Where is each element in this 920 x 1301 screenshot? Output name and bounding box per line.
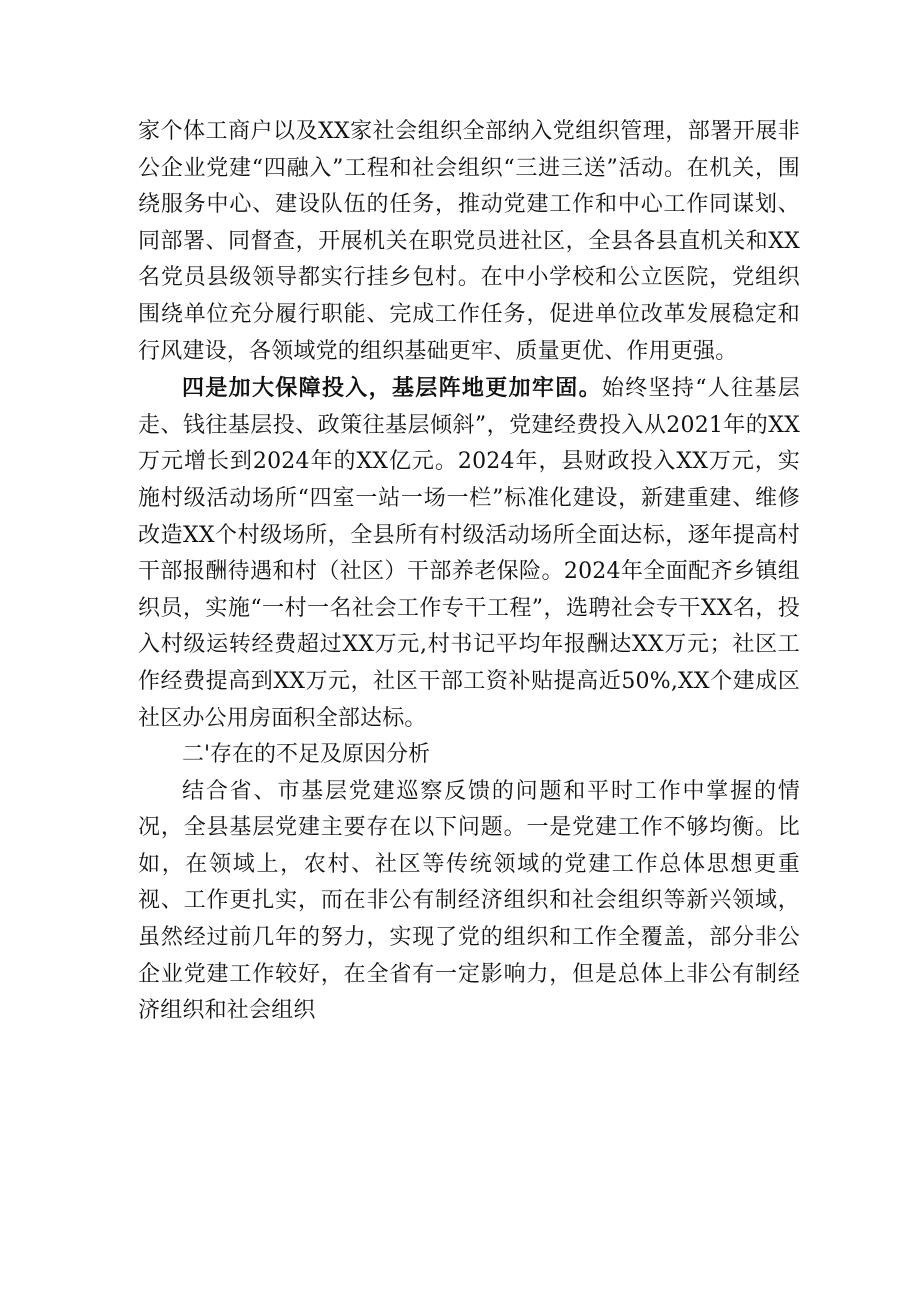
section-heading-shortcomings: 二'存在的不足及原因分析 [182, 742, 431, 768]
paragraph-lead-sentence: 四是加大保障投入，基层阵地更加牢固。 [182, 375, 602, 402]
paragraph-party-organization-coverage: 家个体工商户以及XX家社会组织全部纳入党组织管理，部署开展非公企业党建“四融入”工程和社会组织“三进三送”活动。在机关，围绕服务中心、建设队伍的任务，推动党建工作和中心工作同谋划、同部署、同督查，开展机关在职党员进社区，全县各县直机关和XX名党员县级领导都实行挂乡包村。在中小学校和公立医院，党组织围绕单位充分履行职能、完成工作任务，促进单位改革发展稳定和行风建设，各领域党的组织基础更牢、质量更优、作用更强。 [138, 119, 800, 364]
paragraph-support-investment [138, 370, 800, 737]
paragraph-body-text: 始终坚持“人往基层走、钱往基层投、政策往基层倾斜”，党建经费投入从2021年的XX万元增长到2024年的XX亿元。2024年，县财政投入XX万元，实施村级活动场所“四室一站一场一栏”标准化建设，新建重建、维修改造XX个村级场所，全县所有村级活动场所全面达标，逐年提高村干部报酬待遇和村（社区）干部养老保险。2024年全面配齐乡镇组织员，实施“一村一名社会工作专干工程”，选聘社会专干XX名，投入村级运转经费超过XX万元,村书记平均年报酬达XX万元；社区工作经费提高到XX万元，社区干部工资补贴提高近50%,XX个建成区社区办公用房面积全部达标。 [138, 376, 800, 731]
paragraph-problems-analysis: 结合省、市基层党建巡察反馈的问题和平时工作中掌握的情况，全县基层党建主要存在以下问题。一是党建工作不够均衡。比如，在领域上，农村、社区等传统领域的党建工作总体思想更重视、工作更扎实，而在非公有制经济组织和社会组织等新兴领域，虽然经过前几年的努力，实现了党的组织和工作全覆盖，部分非公企业党建工作较好，在全省有一定影响力，但是总体上非公有制经济组织和社会组织 [138, 778, 800, 1024]
document-page [138, 114, 800, 1030]
